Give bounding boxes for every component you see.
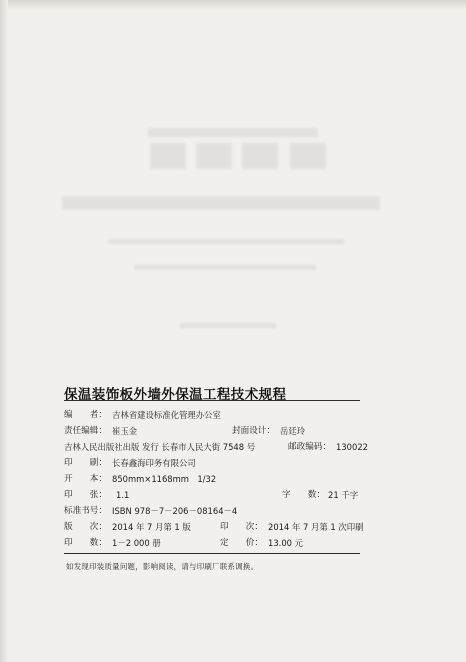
isbn-value: ISBN 978－7－206－08164－4 [112, 506, 238, 516]
scan-edge-top [0, 0, 466, 10]
sheets-value: 1.1 [116, 490, 130, 500]
printer-row [64, 456, 364, 471]
title-rule [64, 400, 360, 401]
printer-value: 长春鑫海印务有限公司 [112, 458, 196, 468]
price-value: 13.00 元 [268, 538, 304, 548]
book-title: 保温装饰板外墙外保温工程技术规程 [64, 387, 287, 403]
price-label: 定 价： [220, 538, 263, 548]
edition-value: 2014 年 7 月第 1 版 [112, 522, 191, 532]
impression-value: 2014 年 7 月第 1 次印刷 [268, 522, 364, 532]
editor-label: 编 者： [64, 410, 107, 420]
word-count-value: 21 千字 [328, 490, 359, 500]
quality-notice: 如发现印装质量问题，影响阅读，请与印刷厂联系调换。 [66, 562, 259, 571]
format-value: 850mm×1168mm 1/32 [112, 474, 217, 484]
postcode-value: 130022 [336, 442, 368, 452]
impression-label: 印 次： [220, 522, 263, 532]
cover-design-value: 岳廷玲 [280, 426, 306, 436]
editor-value: 吉林省建设标准化管理办公室 [112, 410, 221, 420]
print-run-value: 1－2 000 册 [112, 538, 161, 548]
colophon-rule [64, 553, 360, 554]
editor-row [64, 408, 364, 423]
editor-in-charge-label: 责任编辑： [64, 426, 107, 436]
format-label: 开 本： [64, 474, 107, 484]
edition-label: 版 次： [64, 522, 107, 532]
print-run-row [64, 536, 364, 551]
word-count-label: 字 数： [282, 490, 325, 500]
edition-row [64, 520, 364, 535]
editor-in-charge-value: 崔玉金 [112, 426, 138, 436]
scan-edge-left [0, 0, 8, 662]
isbn-label: 标准书号： [64, 506, 107, 516]
sheets-row [64, 488, 364, 503]
editor-in-charge-row [64, 424, 364, 439]
isbn-row [64, 504, 364, 519]
cover-design-label: 封面设计： [232, 426, 275, 436]
publisher-value: 吉林人民出版社出版 发行 长春市人民大街 7548 号 [64, 442, 256, 452]
printer-label: 印 刷： [64, 458, 107, 468]
print-run-label: 印 数： [64, 538, 107, 548]
publisher-row [64, 440, 368, 455]
postcode-label: 邮政编码： [288, 442, 331, 452]
sheets-label: 印 张： [64, 490, 107, 500]
format-row [64, 472, 364, 487]
